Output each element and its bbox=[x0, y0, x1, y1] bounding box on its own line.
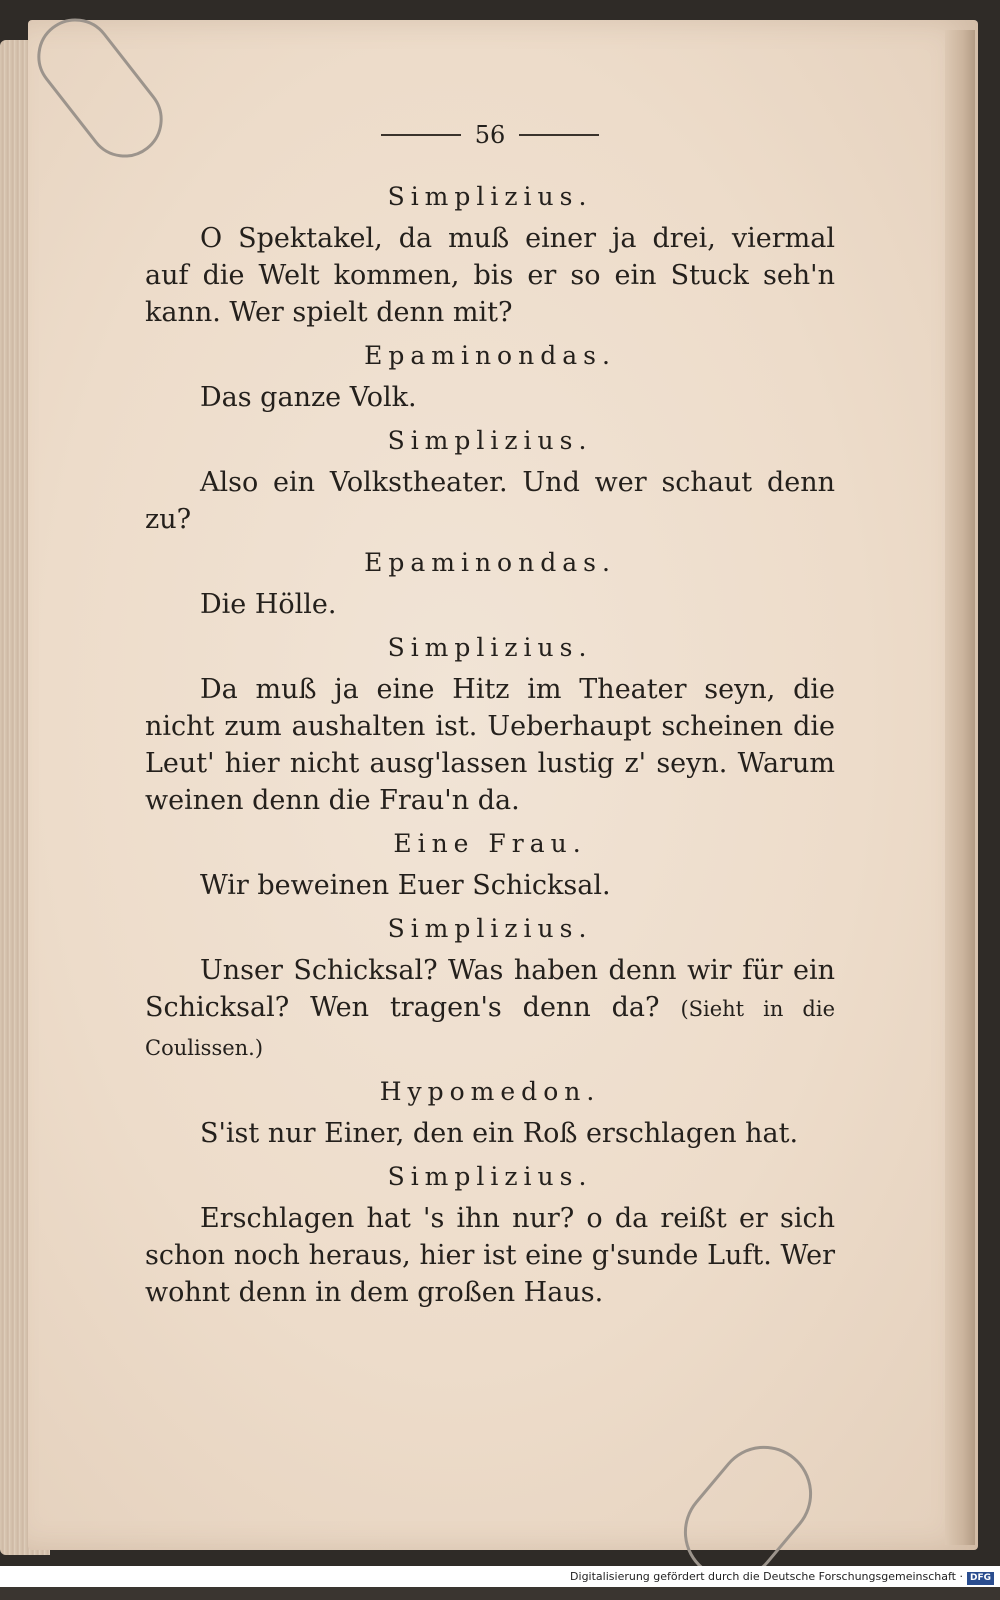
speech-text: S'ist nur Einer, den ein Roß erschlagen hat. bbox=[200, 1118, 799, 1149]
footer-credit: Digitalisierung gefördert durch die Deutsche Forschungsgemeinschaft bbox=[570, 1570, 956, 1583]
speech-paragraph bbox=[145, 952, 835, 1067]
speaker-name: Simplizius. bbox=[387, 914, 593, 943]
speaker-name: Epaminondas. bbox=[364, 341, 616, 370]
page-text bbox=[145, 110, 835, 1317]
stage-direction: (Sieht in die Coulissen.) bbox=[145, 997, 835, 1060]
speech-text: Da muß ja eine Hitz im Theater seyn, die nicht zum aushalten ist. Ueberhaupt scheinen die Leut' hier nicht ausg'lassen lustig z' seyn. Warum weinen denn die Frau'n da. bbox=[145, 674, 835, 816]
speaker-name: Simplizius. bbox=[387, 182, 593, 211]
page-number: 56 bbox=[474, 121, 506, 149]
speaker-name: Simplizius. bbox=[387, 633, 593, 662]
book-gutter bbox=[945, 30, 975, 1545]
speech-text: Unser Schicksal? Was haben denn wir für ein Schicksal? Wen tragen's denn da? bbox=[145, 955, 835, 1023]
speaker-name: Simplizius. bbox=[387, 426, 593, 455]
speaker-name: Eine Frau. bbox=[393, 829, 587, 858]
speaker-name: Epaminondas. bbox=[364, 548, 616, 577]
digitization-footer: Digitalisierung gefördert durch die Deutsche Forschungsgemeinschaft · DFG bbox=[0, 1566, 1000, 1587]
header-rule-right bbox=[519, 134, 599, 136]
header-rule-left bbox=[381, 134, 461, 136]
speaker-name: Hypomedon. bbox=[379, 1077, 601, 1106]
speech-text: Die Hölle. bbox=[200, 589, 337, 620]
page-header bbox=[145, 110, 835, 160]
speech-text: Das ganze Volk. bbox=[200, 382, 417, 413]
speech-text: Erschlagen hat 's ihn nur? o da reißt er sich schon noch heraus, hier ist eine g'sunde Luft. Wer wohnt denn in dem großen Haus. bbox=[145, 1203, 835, 1308]
speaker-name: Simplizius. bbox=[387, 1162, 593, 1191]
speech-text: Also ein Volkstheater. Und wer schaut denn zu? bbox=[145, 467, 835, 535]
speech-text: Wir beweinen Euer Schicksal. bbox=[200, 870, 611, 901]
speech-text: O Spektakel, da muß einer ja drei, viermal auf die Welt kommen, bis er so ein Stuck seh'n kann. Wer spielt denn mit? bbox=[145, 223, 835, 328]
dfg-logo: DFG bbox=[967, 1572, 994, 1585]
